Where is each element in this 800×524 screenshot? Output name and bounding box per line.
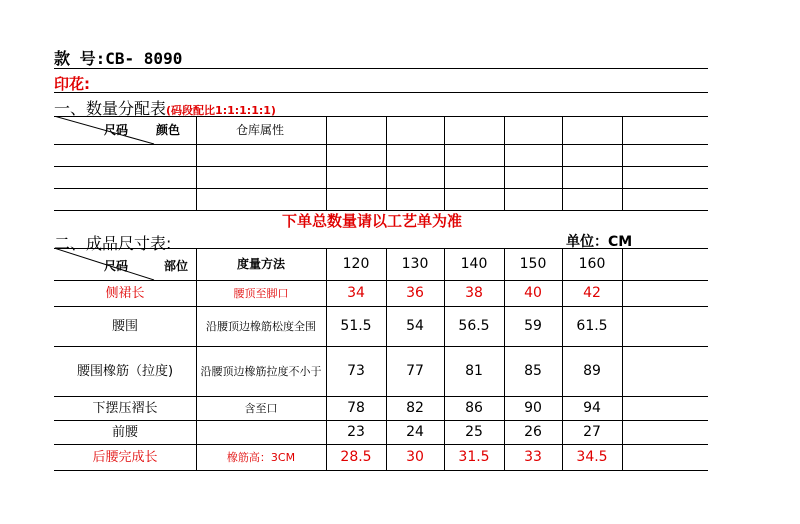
method-header: 度量方法 [236, 257, 285, 271]
part-cell: 侧裙长 [105, 286, 145, 301]
value-cell: 56.5 [458, 318, 490, 334]
size-column-header: 120 [342, 256, 370, 272]
value-cell: 42 [583, 285, 601, 301]
method-cell: 含至口 [244, 402, 278, 415]
value-cell: 23 [347, 424, 365, 440]
value-cell: 82 [406, 400, 424, 416]
qty-size-header: 尺码 [104, 123, 129, 137]
unit-label: 单位：CM [566, 234, 633, 250]
value-cell: 85 [524, 363, 542, 379]
style-number-label: 款 号:CB- 8090 [54, 49, 183, 68]
order-quantity-notice: 下单总数量请以工艺单为准 [282, 212, 463, 230]
value-cell: 30 [406, 449, 424, 465]
value-cell: 40 [524, 285, 542, 301]
warehouse-header: 仓库属性 [236, 123, 285, 137]
qty-color-header: 颜色 [156, 123, 181, 137]
part-cell: 后腰完成长 [92, 450, 158, 465]
print-label: 印花: [54, 75, 90, 93]
value-cell: 26 [524, 424, 542, 440]
method-cell: 腰顶至脚口 [233, 287, 289, 300]
value-cell: 73 [347, 363, 365, 379]
value-cell: 34.5 [576, 449, 608, 465]
method-cell: 沿腰顶边橡筋松度全围 [206, 320, 316, 333]
size-column-header: 140 [460, 256, 488, 272]
value-cell: 59 [524, 318, 542, 334]
value-cell: 61.5 [576, 318, 608, 334]
part-cell: 腰围 [111, 319, 138, 334]
value-cell: 34 [347, 285, 365, 301]
size-column-header: 130 [401, 256, 429, 272]
section2-title: 二、成品尺寸表: [54, 234, 172, 253]
value-cell: 31.5 [458, 449, 490, 465]
value-cell: 94 [583, 400, 601, 416]
value-cell: 51.5 [340, 318, 372, 334]
value-cell: 86 [465, 400, 483, 416]
value-cell: 81 [465, 363, 483, 379]
value-cell: 25 [465, 424, 483, 440]
divider [54, 68, 708, 69]
value-cell: 89 [583, 363, 601, 379]
value-cell: 27 [583, 424, 601, 440]
value-cell: 90 [524, 400, 542, 416]
value-cell: 77 [406, 363, 424, 379]
value-cell: 24 [406, 424, 424, 440]
method-cell: 橡筋高：3CM [226, 451, 296, 464]
size-column-header: 160 [578, 256, 606, 272]
part-cell: 下摆压褶长 [92, 401, 158, 416]
value-cell: 36 [406, 285, 424, 301]
size-ratio-note: (码段配比1:1:1:1:1) [166, 104, 276, 117]
size-column-header: 150 [519, 256, 547, 272]
section1-title-text: 一、数量分配表 [54, 99, 167, 118]
value-cell: 28.5 [340, 449, 372, 465]
value-cell: 54 [406, 318, 424, 334]
divider [54, 92, 708, 93]
value-cell: 38 [465, 285, 483, 301]
size-header: 尺码 [104, 259, 129, 273]
method-cell [196, 421, 326, 444]
part-header: 部位 [164, 259, 189, 273]
part-cell: 前腰 [111, 425, 138, 440]
value-cell: 78 [347, 400, 365, 416]
part-cell: 腰围橡筋（拉度) [76, 364, 174, 379]
value-cell: 33 [524, 449, 542, 465]
method-cell: 沿腰顶边橡筋拉度不小于 [200, 365, 322, 378]
